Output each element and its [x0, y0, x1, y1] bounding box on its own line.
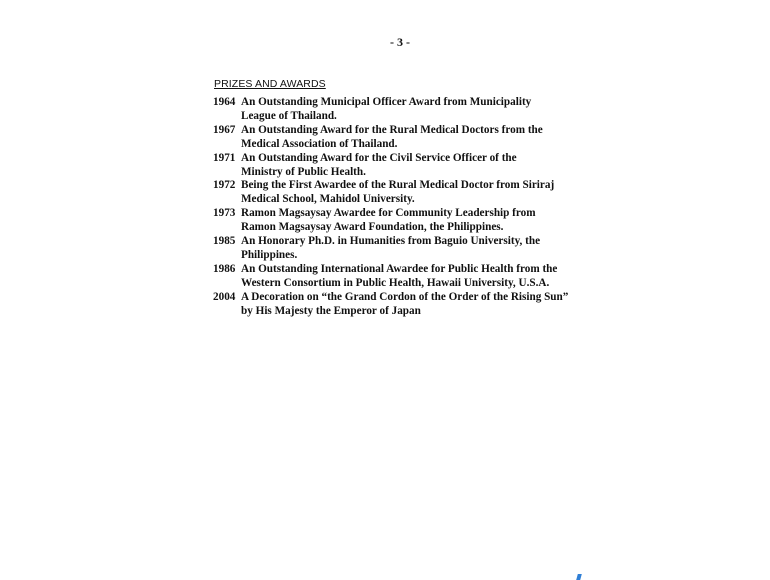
- award-description: [241, 207, 573, 235]
- award-description: [241, 235, 573, 263]
- award-description: [241, 124, 573, 152]
- award-description: [241, 96, 573, 124]
- award-line: An Outstanding Municipal Officer Award from Municipality: [241, 96, 532, 108]
- section-heading: PRIZES AND AWARDS: [214, 78, 326, 90]
- award-year: 1971: [213, 151, 236, 164]
- award-year: 1972: [213, 179, 236, 192]
- award-description: [241, 179, 573, 207]
- award-description: [241, 152, 573, 180]
- award-year: 1967: [213, 123, 236, 136]
- award-item: [213, 235, 573, 263]
- award-line: Ramon Magsaysay Award Foundation, the Philippines.: [241, 221, 504, 234]
- award-item: [213, 207, 573, 235]
- award-line: League of Thailand.: [241, 109, 337, 122]
- award-item: [213, 179, 573, 207]
- scan-mark: [576, 574, 582, 580]
- award-line: Medical Association of Thailand.: [241, 137, 398, 150]
- award-year: 2004: [213, 290, 236, 303]
- award-line: An Outstanding International Awardee for Public Health from the: [241, 262, 558, 275]
- award-line: Western Consortium in Public Health, Hawaii University, U.S.A.: [241, 276, 550, 289]
- page-number: - 3 -: [390, 35, 410, 49]
- award-item: [213, 263, 573, 291]
- award-year: 1985: [213, 235, 236, 248]
- award-line: Ministry of Public Health.: [241, 165, 366, 178]
- award-description: [241, 263, 573, 291]
- award-line: Being the First Awardee of the Rural Medical Doctor from Siriraj: [241, 179, 555, 192]
- award-line: An Honorary Ph.D. in Humanities from Baguio University, the: [241, 235, 541, 248]
- awards-list: [213, 96, 573, 319]
- award-item: [213, 124, 573, 152]
- award-line: Ramon Magsaysay Awardee for Community Leadership from: [241, 207, 536, 220]
- award-line: An Outstanding Award for the Rural Medical Doctors from the: [241, 123, 543, 136]
- award-line: Medical School, Mahidol University.: [241, 193, 415, 206]
- award-item: [213, 152, 573, 180]
- award-line: A Decoration on “the Grand Cordon of the Order of the Rising Sun”: [241, 290, 569, 303]
- award-year: 1973: [213, 207, 236, 220]
- award-line: by His Majesty the Emperor of Japan: [241, 304, 421, 317]
- award-item: [213, 96, 573, 124]
- award-line: Philippines.: [241, 248, 298, 261]
- award-year: 1964: [213, 96, 236, 108]
- award-description: [241, 291, 573, 319]
- award-year: 1986: [213, 262, 236, 275]
- award-line: An Outstanding Award for the Civil Service Officer of the: [241, 151, 517, 164]
- award-item: [213, 291, 573, 319]
